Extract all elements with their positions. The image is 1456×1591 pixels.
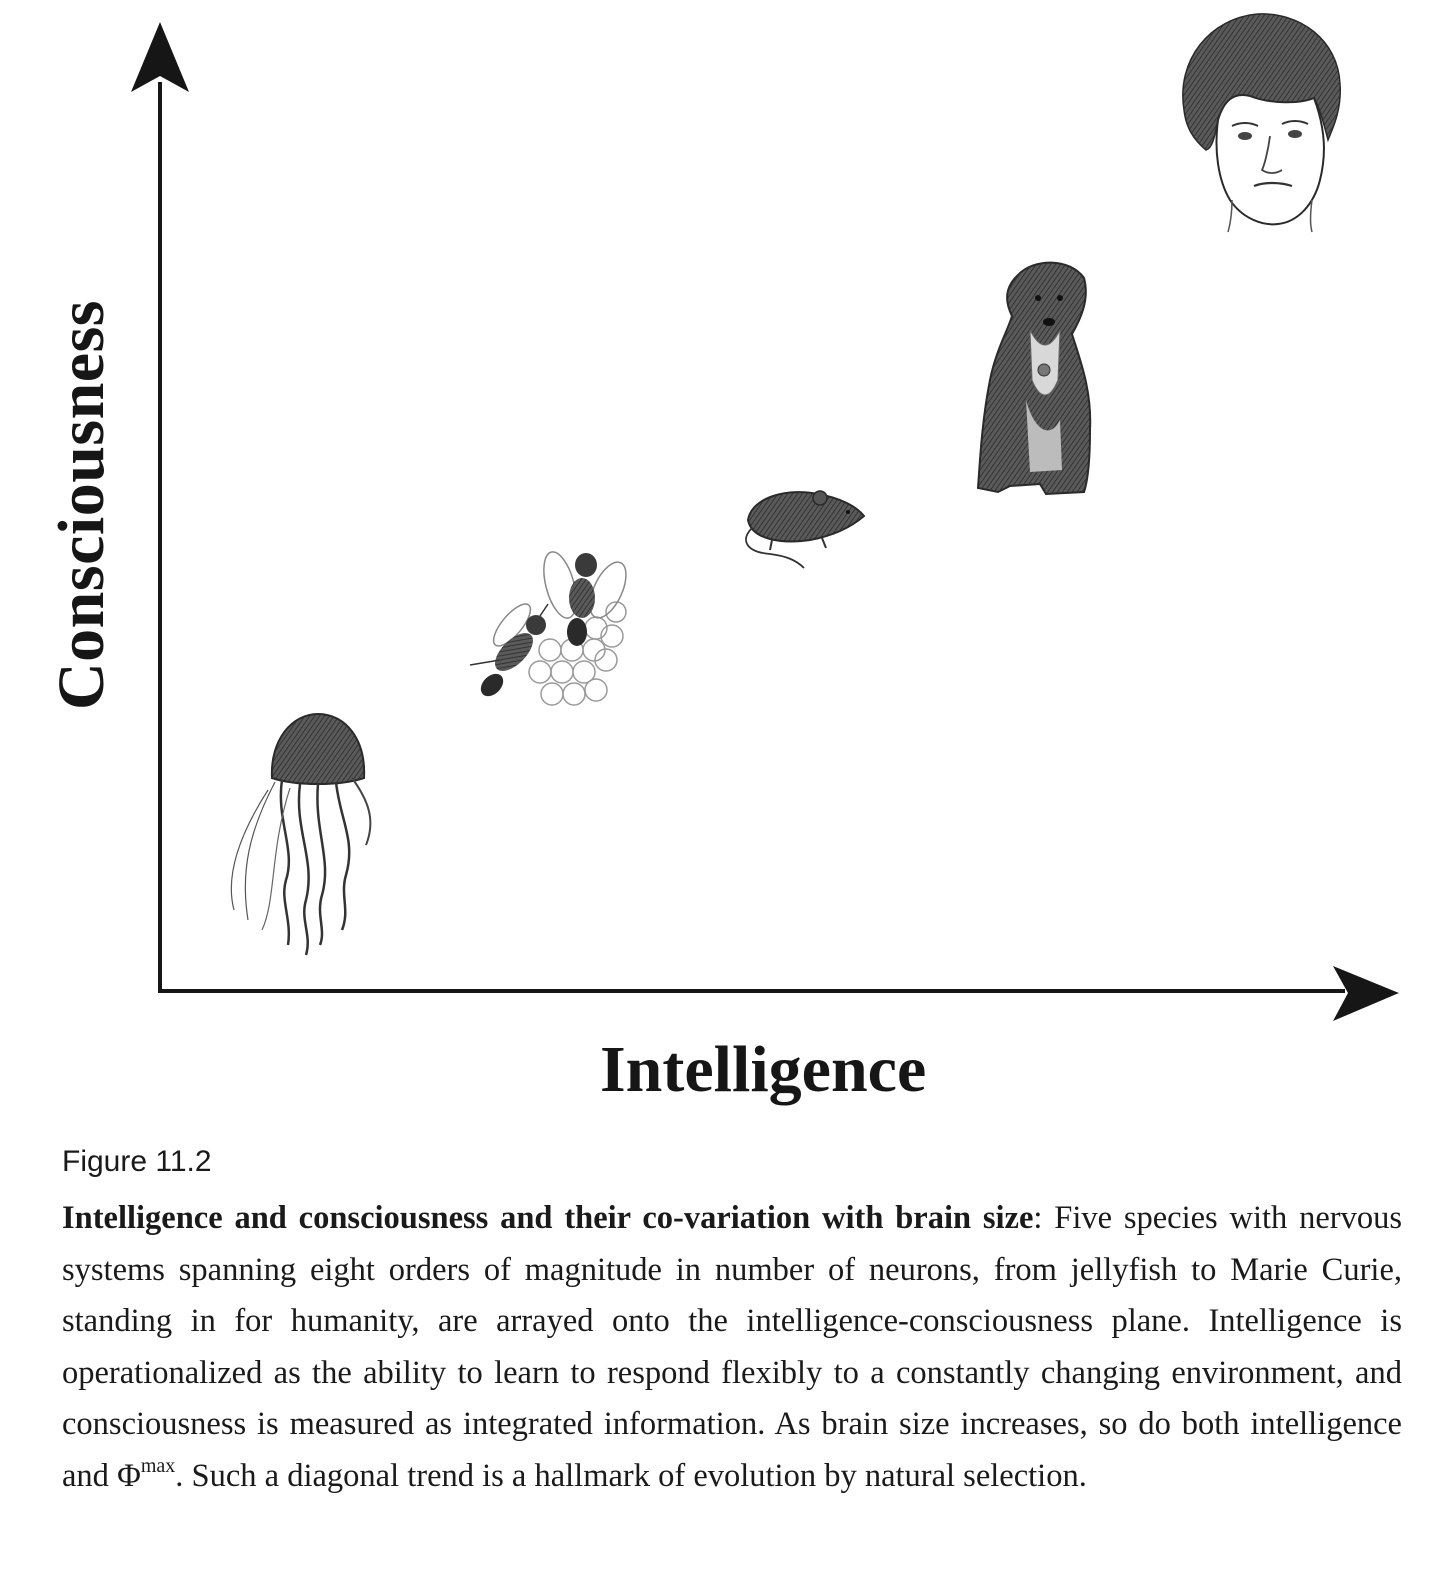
dog-icon bbox=[978, 263, 1090, 494]
caption-text: Five species with nervous systems spanning eight orders of magnitude in number of neurons, from jellyfish to Marie Curie, standing in for humanity, are arrayed onto the intelligence-consciousness plane. Intelligence is operationalized as the ability to learn to respond flexibly to a constantly changing environment, and consciousness is measured as integrated information. As brain size increases, so do both intelligence and bbox=[62, 1200, 1402, 1494]
mouse-icon bbox=[746, 491, 864, 568]
x-axis-label: Intelligence bbox=[600, 1033, 927, 1106]
y-axis bbox=[131, 22, 189, 993]
figure-caption bbox=[62, 1145, 1402, 1502]
y-axis-label: Consciousness bbox=[45, 300, 118, 710]
x-axis-arrowhead bbox=[1333, 966, 1399, 1021]
caption-text-end: . Such a diagonal trend is a hallmark of evolution by natural selection. bbox=[175, 1457, 1087, 1494]
phi-symbol: Φ bbox=[117, 1457, 141, 1494]
honeycomb bbox=[529, 602, 626, 705]
y-axis-arrowhead bbox=[131, 22, 189, 92]
jellyfish-icon bbox=[231, 714, 370, 955]
caption-body bbox=[62, 1193, 1402, 1502]
figure-number: Figure 11.2 bbox=[62, 1145, 212, 1178]
caption-title: Intelligence and consciousness and their co-variation with brain size bbox=[62, 1200, 1034, 1236]
bee-icon bbox=[470, 549, 633, 705]
caption-title-colon: : bbox=[1033, 1200, 1043, 1236]
phi-superscript: max bbox=[140, 1454, 176, 1477]
marie-curie-portrait bbox=[1183, 14, 1340, 232]
x-axis bbox=[158, 966, 1399, 1021]
